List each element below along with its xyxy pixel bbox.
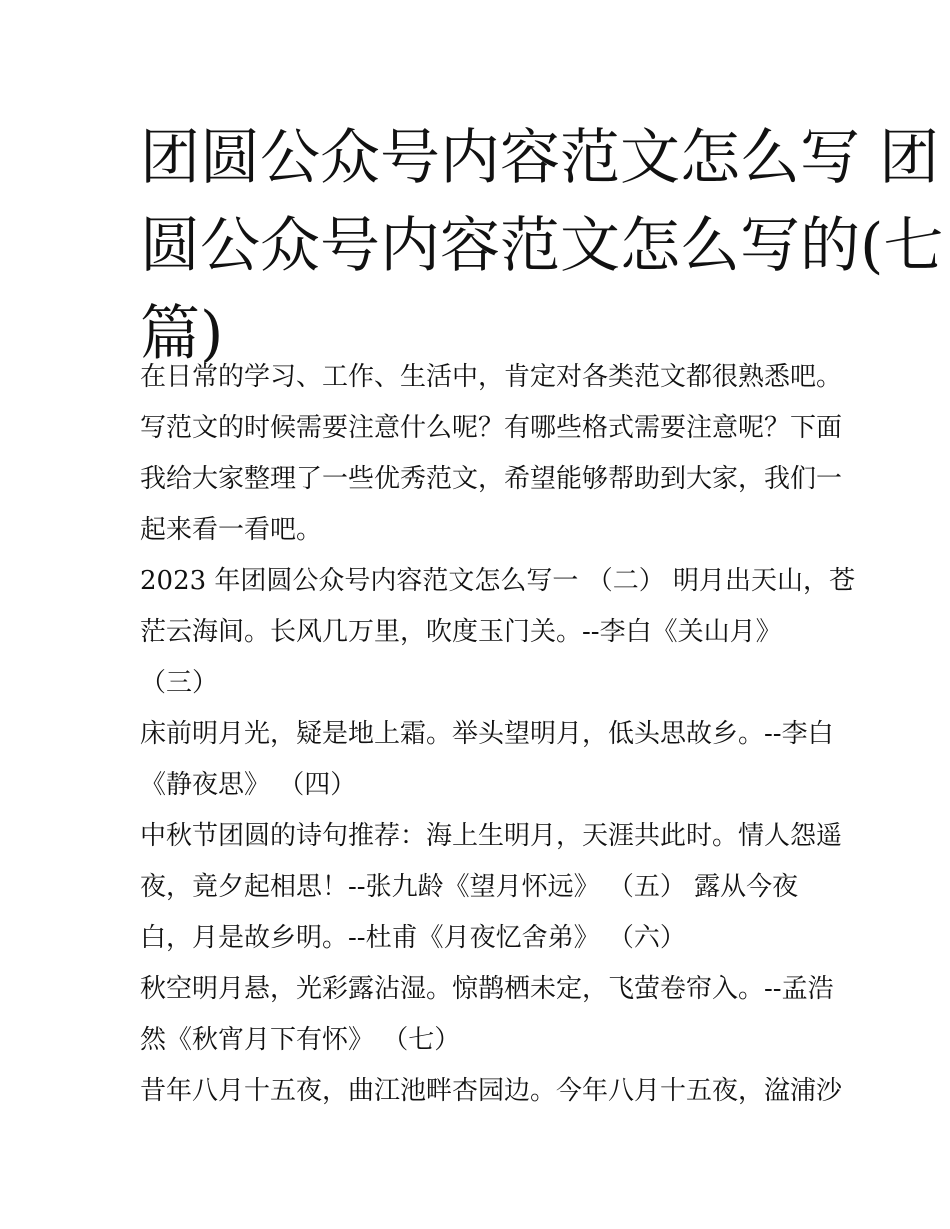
body-line: 茫云海间。长风几万里，吹度玉门关。--李白《关山月》 bbox=[140, 617, 782, 647]
title-line: 团圆公众号内容范文怎么写 团 bbox=[140, 123, 940, 193]
body-line: 在日常的学习、工作、生活中，肯定对各类范文都很熟悉吧。 bbox=[140, 362, 843, 392]
body-line: 秋空明月悬，光彩露沾湿。惊鹊栖未定，飞萤卷帘入。--孟浩 bbox=[140, 974, 834, 1004]
body-line: 中秋节团圆的诗句推荐：海上生明月，天涯共此时。情人怨遥 bbox=[140, 821, 843, 851]
body-line: 昔年八月十五夜，曲江池畔杏园边。今年八月十五夜，湓浦沙 bbox=[140, 1076, 843, 1106]
body-line: 写范文的时候需要注意什么呢？有哪些格式需要注意呢？下面 bbox=[140, 413, 843, 443]
title-line: 圆公众号内容范文怎么写的(七 bbox=[140, 211, 944, 281]
body-line: 然《秋宵月下有怀》 （七） bbox=[140, 1025, 461, 1055]
body-line: （三） bbox=[140, 668, 219, 698]
title-line: 篇) bbox=[140, 299, 224, 369]
body-line: 《静夜思》 （四） bbox=[140, 770, 357, 800]
body-line: 白，月是故乡明。--杜甫《月夜忆舍弟》 （六） bbox=[140, 923, 686, 953]
body-line: 夜，竟夕起相思！--张九龄《望月怀远》 （五） 露从今夜 bbox=[140, 872, 799, 902]
body-line: 床前明月光，疑是地上霜。举头望明月，低头思故乡。--李白 bbox=[140, 719, 834, 749]
document-title bbox=[140, 114, 944, 378]
body-line: 起来看一看吧。 bbox=[140, 515, 323, 545]
body-line: 我给大家整理了一些优秀范文，希望能够帮助到大家，我们一 bbox=[140, 464, 843, 494]
body-line: 2023 年团圆公众号内容范文怎么写一 （二） 明月出天山，苍 bbox=[140, 566, 855, 596]
